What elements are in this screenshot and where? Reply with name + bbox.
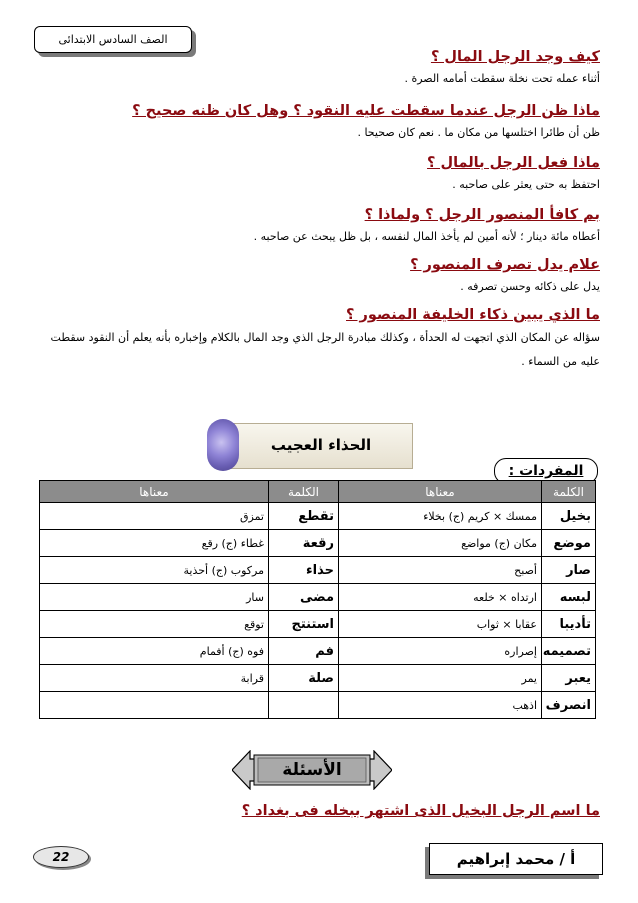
header-word-right: الكلمة	[542, 481, 596, 503]
question-1: كيف وجد الرجل المال ؟	[430, 49, 600, 65]
page-number: 22	[52, 850, 70, 864]
table-row	[40, 692, 596, 719]
table-row	[40, 557, 596, 584]
qa-item-2	[30, 100, 600, 143]
qa-item-6	[30, 304, 600, 374]
table-row	[40, 503, 596, 530]
answer-4: أعطاه مائة دينار ؛ لأنه أمين لم يأخذ المال لنفسه ، بل ظل يبحث عن صاحبه .	[253, 230, 600, 243]
answer-3: احتفظ به حتى يعثر على صاحبه .	[452, 178, 600, 191]
question-4: بم كافأ المنصور الرجل ؟ ولماذا ؟	[364, 207, 600, 223]
question-6: ما الذي يبين ذكاء الخليفة المنصور ؟	[346, 307, 600, 323]
qa-item-1	[30, 46, 600, 89]
vocab-meaning: إصراره	[339, 638, 542, 665]
header-meaning-right: معناها	[339, 481, 542, 503]
author-box	[429, 843, 603, 875]
table-row	[40, 665, 596, 692]
page-number-badge	[33, 846, 89, 868]
vocab-meaning: تمزق	[40, 503, 269, 530]
qa-item-3	[30, 152, 600, 195]
question-2: ماذا ظن الرجل عندما سقطت عليه النقود ؟ وهل كان ظنه صحيح ؟	[132, 103, 600, 119]
grade-label: الصف السادس الابتدائى	[58, 33, 168, 46]
vocab-meaning: غطاء (ج) رقع	[40, 530, 269, 557]
vocab-table	[39, 480, 596, 719]
vocab-word: حذاء	[269, 557, 339, 584]
answer-2: ظن أن طائرا اختلسها من مكان ما . نعم كان صحيحا .	[357, 126, 600, 139]
vocab-word	[269, 692, 339, 719]
author-name: أ / محمد إبراهيم	[456, 850, 576, 868]
vocab-word: موضع	[542, 530, 596, 557]
vocab-meaning: أصبح	[339, 557, 542, 584]
vocab-meaning: ارتداه × خلعه	[339, 584, 542, 611]
vocab-meaning: عقابا × ثواب	[339, 611, 542, 638]
table-row	[40, 530, 596, 557]
table-row	[40, 611, 596, 638]
vocab-meaning: اذهب	[339, 692, 542, 719]
vocab-word: رقعة	[269, 530, 339, 557]
question-bakhil	[30, 800, 600, 822]
vocab-word: فم	[269, 638, 339, 665]
vocab-word: انصرف	[542, 692, 596, 719]
vocab-word: استنتج	[269, 611, 339, 638]
vocab-meaning	[40, 692, 269, 719]
vocab-meaning: مكان (ج) مواضع	[339, 530, 542, 557]
questions-title: الأسئلة	[282, 760, 342, 780]
question-5: علام يدل تصرف المنصور ؟	[410, 257, 600, 273]
vocab-meaning: ممسك × كريم (ج) بخلاء	[339, 503, 542, 530]
vocab-word: يعبر	[542, 665, 596, 692]
table-row	[40, 638, 596, 665]
lesson-title: الحذاء العجيب	[270, 436, 372, 454]
vocab-meaning: توقع	[40, 611, 269, 638]
vocab-word: مضى	[269, 584, 339, 611]
vocab-meaning: مركوب (ج) أحذية	[40, 557, 269, 584]
question-first: ما اسم الرجل البخيل الذى اشتهر ببخله فى بغداد ؟	[241, 803, 600, 819]
vocab-word: لبسه	[542, 584, 596, 611]
vocab-word: بخيل	[542, 503, 596, 530]
vocab-header-row	[40, 481, 596, 503]
answer-1: أثناء عمله تحت نخلة سقطت أمامه الصرة .	[404, 72, 600, 85]
questions-banner	[232, 750, 392, 790]
qa-item-5	[30, 254, 600, 297]
answer-6: سؤاله عن المكان الذي اتجهت له الحدأة ، وكذلك مبادرة الرجل الذي وجد المال بالكلام وإخباره بأنه يعلم أن النقود سقطت عليه من السماء .	[50, 331, 600, 368]
lesson-title-banner	[203, 415, 428, 475]
answer-5: يدل على ذكائه وحسن تصرفه .	[460, 280, 600, 293]
vocab-meaning: يمر	[339, 665, 542, 692]
vocab-word: صلة	[269, 665, 339, 692]
vocab-meaning: قرابة	[40, 665, 269, 692]
question-3: ماذا فعل الرجل بالمال ؟	[427, 155, 600, 171]
vocab-word: صار	[542, 557, 596, 584]
table-row	[40, 584, 596, 611]
vocab-meaning: فوه (ج) أفمام	[40, 638, 269, 665]
header-word-left: الكلمة	[269, 481, 339, 503]
qa-item-4	[30, 204, 600, 247]
vocab-label: المفردات :	[508, 463, 584, 479]
header-meaning-left: معناها	[40, 481, 269, 503]
vocab-meaning: سار	[40, 584, 269, 611]
vocab-word: تأديبا	[542, 611, 596, 638]
vocab-word: تقطع	[269, 503, 339, 530]
vocab-word: تصميمه	[542, 638, 596, 665]
